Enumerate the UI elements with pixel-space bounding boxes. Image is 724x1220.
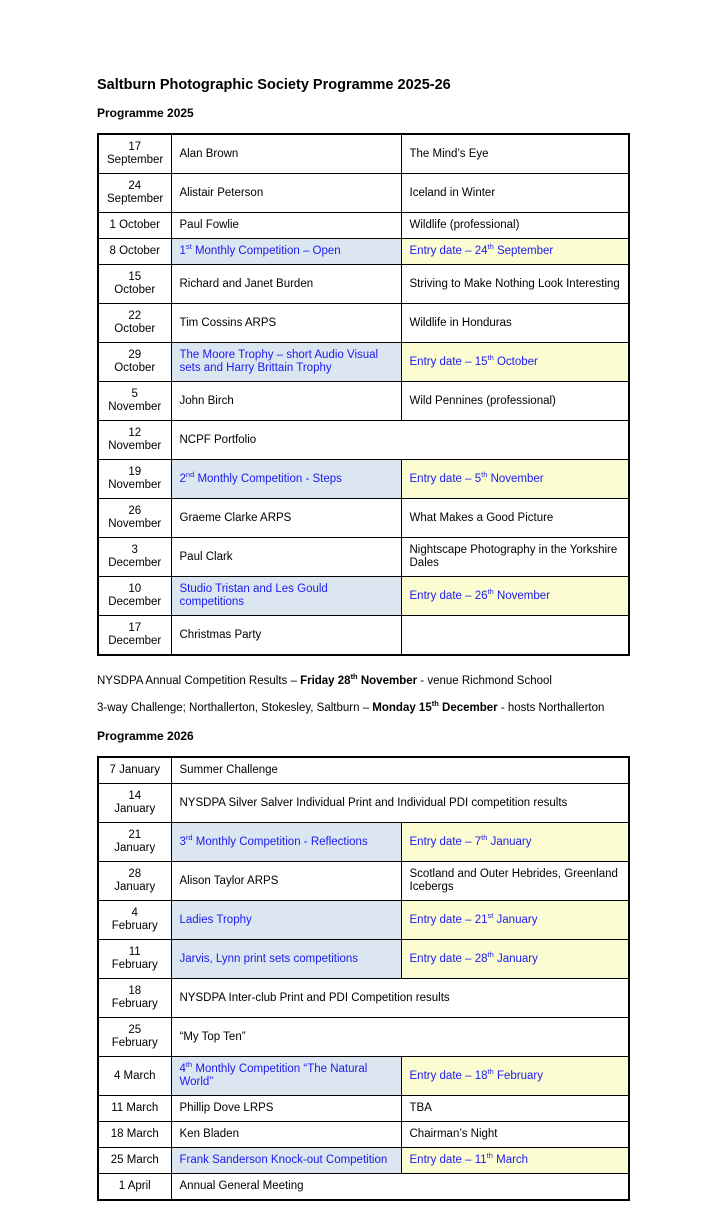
detail-cell: Wildlife (professional)	[401, 213, 629, 239]
table-row	[98, 979, 629, 1018]
date-cell: 1 April	[98, 1174, 171, 1201]
date-cell: 25 February	[98, 1018, 171, 1057]
detail-cell: Nightscape Photography in the Yorkshire Dales	[401, 538, 629, 577]
date-cell: 4 February	[98, 901, 171, 940]
section-heading-2025: Programme 2025	[97, 106, 194, 120]
detail-cell: Entry date – 11th March	[401, 1148, 629, 1174]
table-row	[98, 265, 629, 304]
detail-cell: What Makes a Good Picture	[401, 499, 629, 538]
table-row	[98, 538, 629, 577]
detail-cell: Scotland and Outer Hebrides, Greenland Icebergs	[401, 862, 629, 901]
date-cell: 18 March	[98, 1122, 171, 1148]
table-row	[98, 1096, 629, 1122]
date-cell: 4 March	[98, 1057, 171, 1096]
event-cell: Paul Clark	[171, 538, 401, 577]
detail-cell: Wildlife in Honduras	[401, 304, 629, 343]
table-row	[98, 343, 629, 382]
table-row	[98, 460, 629, 499]
event-cell: Ladies Trophy	[171, 901, 401, 940]
table-row	[98, 304, 629, 343]
event-cell: 2nd Monthly Competition - Steps	[171, 460, 401, 499]
table-row	[98, 1122, 629, 1148]
table-row	[98, 823, 629, 862]
table-row	[98, 382, 629, 421]
note-segment: - venue Richmond School	[417, 675, 552, 687]
event-cell: Tim Cossins ARPS	[171, 304, 401, 343]
table-row	[98, 421, 629, 460]
document-page	[97, 77, 628, 1220]
date-cell: 14 January	[98, 784, 171, 823]
event-cell: Studio Tristan and Les Gould competitions	[171, 577, 401, 616]
event-cell: Summer Challenge	[171, 757, 629, 784]
date-cell: 18 February	[98, 979, 171, 1018]
programme-2025-table	[97, 133, 630, 656]
detail-cell: Chairman’s Night	[401, 1122, 629, 1148]
date-cell: 5 November	[98, 382, 171, 421]
date-cell: 8 October	[98, 239, 171, 265]
date-cell: 22 October	[98, 304, 171, 343]
event-cell: Christmas Party	[171, 616, 401, 656]
date-cell: 17 September	[98, 134, 171, 174]
event-cell: Annual General Meeting	[171, 1174, 629, 1201]
event-cell: NCPF Portfolio	[171, 421, 629, 460]
event-cell: NYSDPA Inter-club Print and PDI Competition results	[171, 979, 629, 1018]
date-cell: 24 September	[98, 174, 171, 213]
date-cell: 17 December	[98, 616, 171, 656]
note-segment: 3-way Challenge; Northallerton, Stokesley, Saltburn –	[97, 702, 373, 714]
detail-cell	[401, 616, 629, 656]
programme-2026-table	[97, 756, 630, 1201]
date-cell: 11 March	[98, 1096, 171, 1122]
detail-cell: Entry date – 24th September	[401, 239, 629, 265]
event-cell: Graeme Clarke ARPS	[171, 499, 401, 538]
event-cell: 3rd Monthly Competition - Reflections	[171, 823, 401, 862]
date-cell: 11 February	[98, 940, 171, 979]
table-row	[98, 862, 629, 901]
detail-cell: Wild Pennines (professional)	[401, 382, 629, 421]
notes-block	[97, 672, 628, 715]
detail-cell: Entry date – 18th February	[401, 1057, 629, 1096]
table-row	[98, 757, 629, 784]
table-row	[98, 940, 629, 979]
event-cell: Alan Brown	[171, 134, 401, 174]
table-row	[98, 577, 629, 616]
note-bold-segment: Friday 28th November	[300, 672, 418, 687]
event-cell: NYSDPA Silver Salver Individual Print and Individual PDI competition results	[171, 784, 629, 823]
event-cell: Alison Taylor ARPS	[171, 862, 401, 901]
table-row	[98, 1018, 629, 1057]
detail-cell: Entry date – 5th November	[401, 460, 629, 499]
date-cell: 15 October	[98, 265, 171, 304]
note-bold-segment: Monday 15th December	[372, 699, 498, 714]
detail-cell: Entry date – 21st January	[401, 901, 629, 940]
date-cell: 7 January	[98, 757, 171, 784]
detail-cell: Entry date – 28th January	[401, 940, 629, 979]
detail-cell: Striving to Make Nothing Look Interesting	[401, 265, 629, 304]
date-cell: 26 November	[98, 499, 171, 538]
date-cell: 25 March	[98, 1148, 171, 1174]
table-row	[98, 213, 629, 239]
event-cell: Frank Sanderson Knock-out Competition	[171, 1148, 401, 1174]
date-cell: 21 January	[98, 823, 171, 862]
table-row	[98, 134, 629, 174]
detail-cell: Entry date – 7th January	[401, 823, 629, 862]
detail-cell: TBA	[401, 1096, 629, 1122]
event-cell: Paul Fowlie	[171, 213, 401, 239]
date-cell: 28 January	[98, 862, 171, 901]
event-cell: Alistair Peterson	[171, 174, 401, 213]
date-cell: 10 December	[98, 577, 171, 616]
note-segment: - hosts Northallerton	[497, 702, 605, 714]
event-cell: Ken Bladen	[171, 1122, 401, 1148]
table-row	[98, 1057, 629, 1096]
note-segment: NYSDPA Annual Competition Results –	[97, 675, 301, 687]
event-cell: The Moore Trophy – short Audio Visual sets and Harry Brittain Trophy	[171, 343, 401, 382]
detail-cell: Iceland in Winter	[401, 174, 629, 213]
table-row	[98, 616, 629, 656]
note-line	[97, 672, 628, 688]
page-title: Saltburn Photographic Society Programme 2025-26	[97, 77, 451, 93]
table-row	[98, 174, 629, 213]
event-cell: Jarvis, Lynn print sets competitions	[171, 940, 401, 979]
event-cell: John Birch	[171, 382, 401, 421]
table-row	[98, 901, 629, 940]
date-cell: 19 November	[98, 460, 171, 499]
event-cell: Richard and Janet Burden	[171, 265, 401, 304]
table-row	[98, 239, 629, 265]
detail-cell: The Mind’s Eye	[401, 134, 629, 174]
date-cell: 12 November	[98, 421, 171, 460]
event-cell: Phillip Dove LRPS	[171, 1096, 401, 1122]
date-cell: 3 December	[98, 538, 171, 577]
date-cell: 1 October	[98, 213, 171, 239]
event-cell: “My Top Ten”	[171, 1018, 629, 1057]
section-heading-2026: Programme 2026	[97, 729, 194, 743]
detail-cell: Entry date – 15th October	[401, 343, 629, 382]
note-line	[97, 699, 628, 715]
table-row	[98, 1148, 629, 1174]
table-row	[98, 499, 629, 538]
table-row	[98, 784, 629, 823]
event-cell: 4th Monthly Competition “The Natural World”	[171, 1057, 401, 1096]
event-cell: 1st Monthly Competition – Open	[171, 239, 401, 265]
date-cell: 29 October	[98, 343, 171, 382]
detail-cell: Entry date – 26th November	[401, 577, 629, 616]
table-row	[98, 1174, 629, 1201]
